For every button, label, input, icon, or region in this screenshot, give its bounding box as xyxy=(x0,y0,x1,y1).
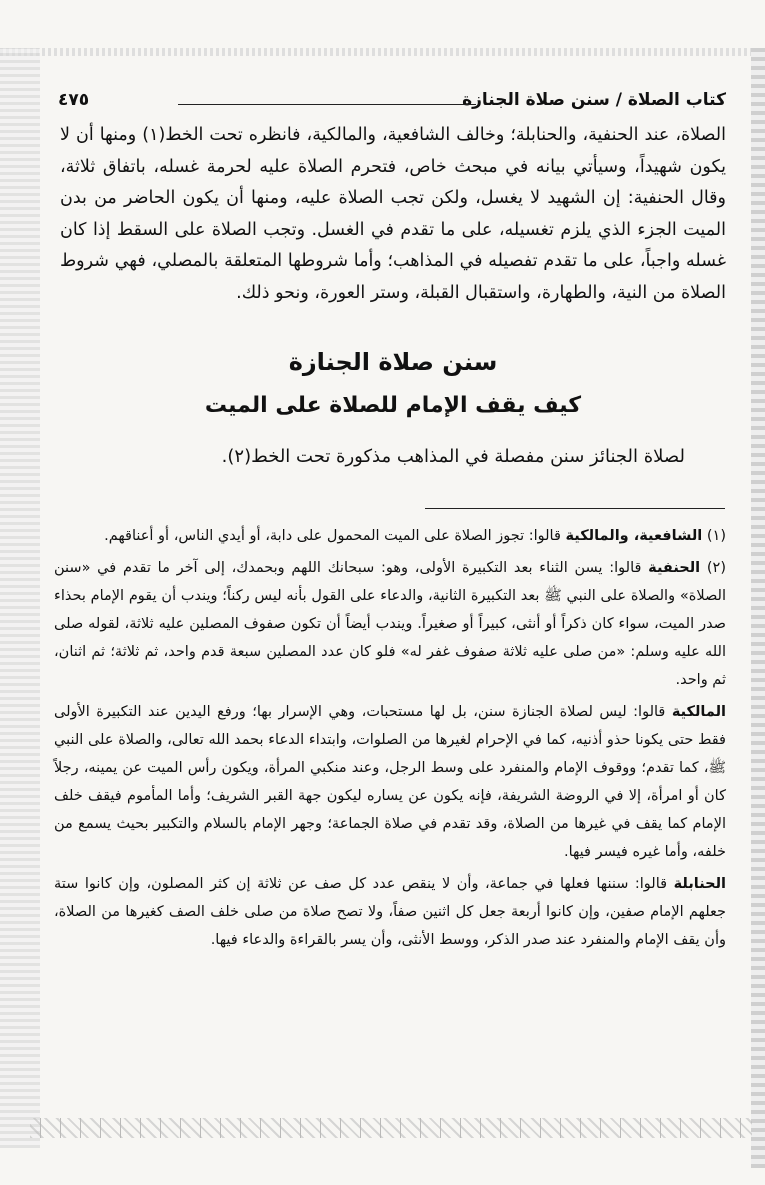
footnote-1 xyxy=(54,522,726,550)
footnote-school: الحنابلة xyxy=(673,876,726,892)
footnote-2-maliki xyxy=(54,698,726,866)
left-ornament-border xyxy=(0,48,40,1148)
right-ornament-border xyxy=(751,48,765,1168)
footnote-school: الحنفية xyxy=(648,560,701,576)
header-title: كتاب الصلاة / سنن صلاة الجنازة xyxy=(462,90,726,110)
bottom-ornament-border xyxy=(30,1118,752,1138)
top-ornament-border xyxy=(0,48,765,56)
footnote-text: قالوا: يسن الثناء بعد التكبيرة الأولى، وهو: سبحانك اللهم وبحمدك، إلى آخر ما تقدم في «سنن الصلاة» والصلاة على النبي ﷺ بعد التكبيرة الثانية، والدعاء على القول بأنه ليس ركناً؛ ويندب أن يقوم الإمام بحذاء صدر الميت، سواء كان ذكراً أو أنثى، كبيراً أو صغيراً. ويندب أيضاً أن تكون صفوف المصلين عليه ثلاثة، لقوله صلى الله عليه وسلم: «من صلى عليه ثلاثة صفوف غفر له» فلو كان عدد المصلين سبعة قدم واحد، ثم ثلاثة؛ ثم اثنان، ثم واحد. xyxy=(54,560,726,688)
section-title: سنن صلاة الجنازة xyxy=(288,348,498,376)
intro-line: لصلاة الجنائز سنن مفصلة في المذاهب مذكورة تحت الخط(٢). xyxy=(221,446,685,467)
running-header xyxy=(58,88,726,116)
footnote-2 xyxy=(54,554,726,694)
footnote-text: قالوا: تجوز الصلاة على الميت المحمول على دابة، أو أيدي الناس، أو أعناقهم. xyxy=(104,528,561,544)
footnote-number: (١) xyxy=(706,528,726,544)
footnote-school: الشافعية، والمالكية xyxy=(565,528,703,544)
footnotes xyxy=(54,522,726,958)
footnote-2-hanbali xyxy=(54,870,726,954)
main-text-block xyxy=(60,120,726,309)
main-paragraph: الصلاة، عند الحنفية، والحنابلة؛ وخالف الشافعية، والمالكية، فانظره تحت الخط(١) ومنها أن لا يكون شهيداً، وسيأتي بيانه في مبحث خاص، فتحرم الصلاة عليه لحرمة غسله، باتفاق ثلاثة، وقال الحنفية: إن الشهيد لا يغسل، ولكن تجب الصلاة عليه، ومنها أن يكون الحاضر من بدن الميت الجزء الذي يلزم تغسيله، على ما تقدم في الغسل. وتجب الصلاة على السقط إذا كان غسله واجباً، على ما تقدم تفصيله في المذاهب؛ وأما شروطها المتعلقة بالمصلي، فهي شروط الصلاة من النية، والطهارة، واستقبال القبلة، وستر العورة، ونحو ذلك. xyxy=(60,125,726,303)
header-rule xyxy=(178,104,476,105)
footnote-text: قالوا: سننها فعلها في جماعة، وأن لا ينقص عدد كل صف عن ثلاثة إن كثر المصلون، وإن كانوا ستة جعلهم الإمام صفين، وإن كانوا أربعة جعل كل اثنين صفاً، ولا تصح صلاة من صلى خلف الصف كغيرها من الصلاة، وأن يقف الإمام والمنفرد عند صدر الذكر، ووسط الأنثى، وأن يسر بالقراءة والدعاء فيها. xyxy=(54,876,726,948)
page-number: ٤٧٥ xyxy=(58,90,90,110)
footnote-separator xyxy=(425,508,725,509)
footnote-number: (٢) xyxy=(706,560,726,576)
footnote-text: قالوا: ليس لصلاة الجنازة سنن، بل لها مستحبات، وهي الإسرار بها؛ ورفع اليدين عند التكبيرة الأولى فقط حتى يكونا حذو أذنيه، كما في الإحرام لغيرها من الصلوات، وابتداء الدعاء بحمد الله تعالى، والصلاة على النبي ﷺ، كما تقدم؛ ووقوف الإمام والمنفرد على وسط الرجل، وعند منكبي المرأة، ويكون رأس الميت عن يمينه، رجلاً كان أو امرأة، إلا في الروضة الشريفة، فإنه يكون عن يساره ليكون جهة القبر الشريف؛ وأما المأموم فيقف خلف الإمام كما يقف في غيرها من الصلاة، وقد تقدم في صلاة الجماعة؛ وجهر الإمام بالسلام والتكبير بحيث يسمع من خلفه، وأما غيره فيسر فيها. xyxy=(54,704,726,860)
footnote-school: المالكية xyxy=(671,704,727,720)
section-subtitle: كيف يقف الإمام للصلاة على الميت xyxy=(204,393,582,418)
